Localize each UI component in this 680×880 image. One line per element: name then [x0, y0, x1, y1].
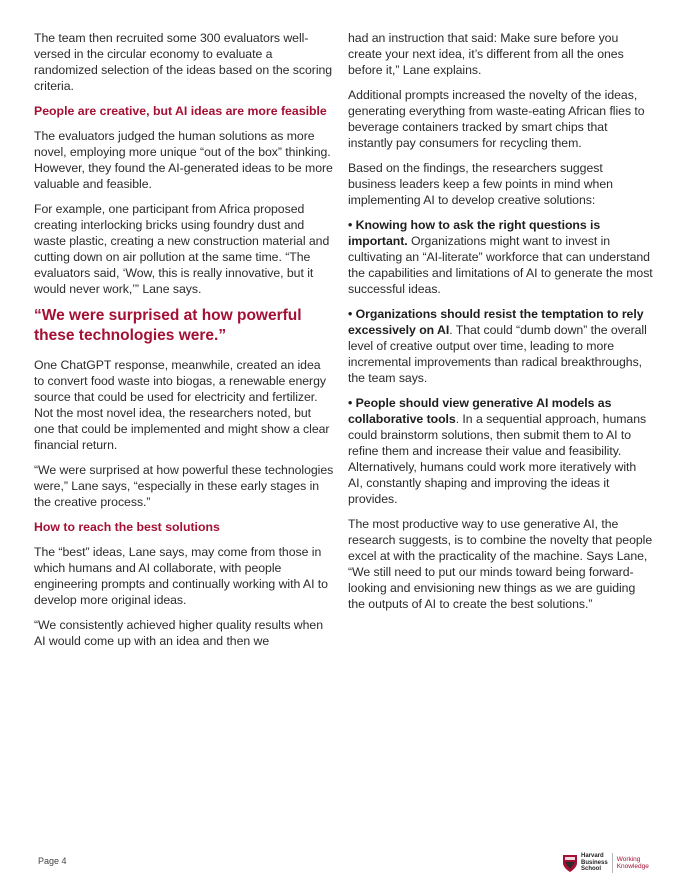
pull-quote: “We were surprised at how powerful these technologies were.” — [34, 307, 302, 344]
hbs-working-knowledge-logo — [563, 852, 649, 874]
paragraph: Based on the findings, the researchers suggest business leaders keep a few points in mind when implementing AI to develop creative solutions: — [348, 161, 613, 207]
bullet-lead: • Organizations should resist the temptation to rely excessively on AI — [348, 307, 644, 337]
hbs-shield-icon — [563, 855, 577, 872]
hbs-wordmark — [581, 853, 613, 873]
section-heading: People are creative, but AI ideas are more feasible — [34, 104, 327, 118]
paragraph: “We consistently achieved higher quality results when AI would come up with an idea and then we — [34, 618, 323, 648]
paragraph: The team then recruited some 300 evaluators well-versed in the circular economy to evaluate a randomized selection of the ideas based on the scoring criteria. — [34, 31, 333, 93]
bullet-item — [348, 306, 653, 386]
paragraph: had an instruction that said: Make sure before you create your next idea, it’s different from all the ones before it,” Lane explains. — [348, 31, 624, 77]
left-column — [34, 30, 334, 658]
paragraph: The most productive way to use generative AI, the research suggests, is to combine the novelty that people excel at with the practicality of the machine. Says Lane, “We still need to put our minds toward being forward-looking and envisioning new things as we are guiding the outputs of AI to create the best solutions.” — [348, 517, 653, 611]
bullet-text: . That could “dumb down” the overall level of creative output over time, leading to more incremental improvements than radical breakthroughs, the team says. — [348, 323, 647, 385]
bullet-text: . In a sequential approach, humans could brainstorm solutions, then submit them to AI to refine them and increase their value and feasibility. Alternatively, humans could work more iteratively with AI, constantly shaping and improving the ideas it provides. — [348, 412, 647, 506]
logo-line: School — [581, 866, 602, 873]
paragraph: For example, one participant from Africa proposed creating interlocking bricks using foundry dust and waste plastic, creating a new construction material and cutting down on air pollution at the same time. “The evaluators said, ‘Wow, this is really innovative, but it would never work,’” Lane says. — [34, 202, 330, 296]
bullet-text: Organizations might want to invest in cultivating an “AI-literate” workforce that can understand the capabilities and limitations of AI to generate the most successful ideas. — [348, 234, 653, 296]
bullet-item — [348, 395, 653, 507]
paragraph: “We were surprised at how powerful these technologies were,” Lane says, “especially in these early stages in the creative process.” — [34, 463, 334, 509]
logo-line: Harvard — [581, 853, 604, 860]
right-column — [348, 30, 653, 621]
bullet-item — [348, 217, 653, 297]
paragraph: The evaluators judged the human solutions as more novel, employing more unique “out of the box” thinking. However, they found the AI-generated ideas to be more valuable and feasible. — [34, 129, 333, 191]
paragraph: Additional prompts increased the novelty of the ideas, generating everything from waste-eating African flies to beverage containers tracked by smart chips that instantly pay consumers for recycling them. — [348, 88, 645, 150]
brand-line: Working — [616, 856, 641, 863]
bullet-lead: • Knowing how to ask the right questions is important. — [348, 218, 601, 248]
bullet-lead: • People should view generative AI models as collaborative tools — [348, 396, 612, 426]
brand-line: Knowledge — [616, 863, 649, 870]
page-number: Page 4 — [38, 856, 67, 866]
working-knowledge-wordmark — [617, 856, 649, 870]
section-heading: How to reach the best solutions — [34, 520, 220, 534]
logo-line: Business — [581, 859, 608, 866]
paragraph: One ChatGPT response, meanwhile, created an idea to convert food waste into biogas, a renewable energy source that could be used for electricity and fertilizer. Not the most novel idea, the researchers noted, but one that could be implemented and might show a clear financial return. — [34, 358, 330, 452]
paragraph: The “best” ideas, Lane says, may come from those in which humans and AI collaborate, with people engineering prompts and continually working with AI to develop more original ideas. — [34, 545, 328, 607]
